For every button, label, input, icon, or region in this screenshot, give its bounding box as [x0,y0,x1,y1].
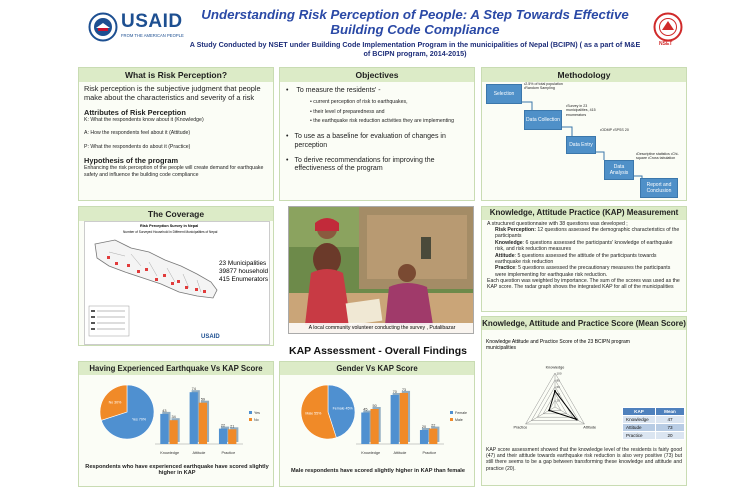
table-row [623,432,685,440]
method-note-selection: •2.5% of total population •Random Sampling [524,82,563,91]
survey-photo-image [289,207,474,334]
objective-item-1: • To measure the residents' - [286,87,381,94]
radar-tick-label: 20 [556,398,560,403]
bar-value-label: 21 [230,424,235,429]
overall-findings-title: KAP Assessment - Overall Findings [289,345,467,357]
legend-swatch [450,418,453,421]
earthquake-kap-caption: Respondents who have experienced earthquake have scored slightly higher in KAP [85,464,269,476]
nepal-map-icon [85,222,269,344]
bar-value-label: 43 [162,408,167,413]
radar-point [548,409,550,411]
kap-table-cell: 73 [656,424,685,432]
legend-label: Male [455,418,463,422]
bar [429,429,437,444]
methodology-panel [481,67,687,201]
method-note-collection: •Survey in 23 municipalities, 415 enumerators [566,104,596,117]
objective-item-3: • To derive recommendations for improving the effectiveness of the program [280,151,474,175]
radar-axis-label: Practice [513,425,528,430]
table-row [623,416,685,424]
table-row [623,424,685,432]
earthquake-kap-heading: Having Experienced Earthquake Vs KAP Score [79,362,273,375]
bar-category-label: Attitude [192,451,206,455]
bar [160,414,168,444]
bar-category-label: Practice [221,451,236,455]
risk-perception-definition: Risk perception is the subjective judgment that people make about the characteristics and severity of a risk [84,84,261,103]
gender-pie-chart [298,382,358,442]
usaid-logo [88,10,184,44]
objective-item-3-text: To derive recommendations for improving the effectiveness of the program [294,156,435,173]
coverage-heading: The Coverage [79,207,273,221]
gender-kap-heading: Gender Vs KAP Score [280,362,474,375]
bar [370,409,378,444]
kap-table-cell: 47 [656,416,685,424]
bar [169,420,177,444]
radar-axis [526,407,555,424]
objectives-panel [279,67,475,201]
survey-photo [288,206,474,334]
method-step-selection: Selection [486,84,522,104]
methodology-heading: Methodology [482,68,686,82]
kap-measurement-body [482,220,686,292]
radar-point [554,390,556,392]
pie-slice-label: Yes 70% [131,417,147,422]
kap-score-conclusion: KAP score assessment showed that the knowledge level of the residents is fairly good (47) and their attitude towards earthquake risk reduction is also very positive (73) but still there seems to be a gap between transforming these knowledge and attitude and practice (20). [486,447,682,472]
nset-logo [650,12,686,48]
kap-table-header-kap: KAP [623,408,656,416]
coverage-panel [78,206,274,346]
kap-measurement-panel [481,206,687,312]
gender-kap-caption: Male respondents have scored slightly higher in KAP than female [291,468,465,474]
kap-knowledge-label: Knowledge [495,239,523,246]
method-step-data-collection: Data Collection [524,110,562,130]
bar-value-label: 73 [401,387,407,392]
objective-sub-2: • their level of preparedness and [310,108,385,115]
kap-score-panel [481,316,687,486]
objective-sub-3: • the earthquake risk reduction activities they are implementing [310,118,454,125]
kap-table-cell: Attitude [623,424,656,432]
objective-sub-3-text: the earthquake risk reduction activities they are implementing [313,118,454,125]
legend-swatch [249,418,252,421]
kap-practice-text: : 5 questions assessed the precautionary measures the participants were implementing for earthquake risk reduction. [495,265,671,278]
radar-axis [555,407,584,424]
earthquake-kap-panel [78,361,274,487]
nset-logo-text: NSET [659,41,673,47]
kap-table-header-mean: Mean [656,408,685,416]
bar [420,430,428,444]
kap-knowledge [487,240,681,253]
poster-title: Understanding Risk Perception of People: A Step Towards Effective Building Code Compliance [201,7,629,38]
method-step-data-entry: Data Entry [566,136,596,154]
kap-closing: Each question was weighted by importance. The sum of the scores was used as the KAP score. The radar graph shows the integrated KAP for all of the municipalities [487,277,680,291]
kap-risk-text: 12 questions assessed the demographic characteristics of the participants [495,227,680,240]
pie-slice-label: No 30% [108,400,122,405]
kap-radar-chart [490,355,620,445]
radar-tick-label: 100 [556,371,562,376]
coverage-households: 39877 household [219,268,269,275]
objective-item-2: • To use as a baseline for evaluation of changes in perception [280,125,474,151]
bar-category-label: Knowledge [160,451,180,455]
kap-table-cell: Knowledge [623,416,656,424]
bar-value-label: 50 [372,404,377,408]
kap-attitude-label: Attitude [495,252,515,259]
kap-table-cell: 20 [656,432,685,440]
objective-sub-2-text: their level of preparedness and [313,108,385,115]
method-note-analysis: •Descriptive statistics •Chi-square •Cross tabulation [636,152,679,161]
legend-swatch [450,411,453,414]
kap-risk-label: Risk Perception: [495,227,536,234]
poster-subtitle: A Study Conducted by NSET under Building Code Implementation Program in the municipalities of Nepal (BCIPN) ( as a part of M&E of BCIPN program, 2014-2015) [189,40,641,59]
coverage-municipalities: 23 Municipalities [219,260,267,267]
method-step-report: Report and Conclusion [640,178,678,198]
earthquake-bar-chart [149,382,273,458]
pie-slice-label: Male 55% [305,411,322,416]
attribute-practice: P: What the respondents do about it (Practice) [84,144,191,150]
pie-slice-label: Female 45% [332,406,353,411]
map-title: Risk Perception Survey in Nepal [140,224,199,228]
bar-category-label: Knowledge [361,451,381,455]
bar [391,395,399,444]
kap-measurement-heading: Knowledge, Attitude Practice (KAP) Measurement [482,207,686,220]
legend-label: Female [455,411,467,415]
kap-knowledge-text: : 6 questions assessed the participants' knowledge of earthquake risk, and risk reduction measures [495,239,673,253]
bar-value-label: 22 [431,423,436,428]
kap-attitude [487,253,681,266]
coverage-usaid-mark: USAID [201,334,220,340]
bar-value-label: 45 [363,407,368,412]
bar-value-label: 74 [191,387,196,392]
bar [190,392,198,444]
radar-tick-label: 40 [556,391,560,396]
gender-kap-panel [279,361,475,487]
usaid-tagline: FROM THE AMERICAN PEOPLE [121,33,184,38]
bar [400,393,408,444]
hypothesis-heading: Hypothesis of the program [84,155,179,165]
radar-chart-title: Knowledge Attitude and Practice Score of the 23 BCIPN program municipalities [486,339,630,351]
hypothesis-text: Enhancing the risk perception of the people will create demand for earthquake safety and influence the building code compliance [84,164,264,178]
gender-bar-chart [350,382,474,458]
kap-practice-label: Practice [495,265,516,272]
method-step-data-analysis: Data Analysis [604,160,634,180]
bar [199,403,207,444]
objective-sub-1: • current perception of risk to earthquakes, [310,98,408,105]
radar-axis-label: Attitude [583,425,597,430]
radar-point [575,418,577,420]
bar [219,429,227,444]
bar-category-label: Attitude [393,451,407,455]
risk-perception-panel [78,67,274,201]
legend-label: Yes [254,411,260,415]
usaid-seal-icon [88,12,118,42]
nset-seal-icon [653,12,683,42]
objective-item-1-text: To measure the residents' - [296,87,381,94]
earthquake-pie-chart [97,382,157,442]
bar-value-label: 20 [421,425,427,429]
legend-swatch [249,411,252,414]
radar-axis-label: Knowledge [545,365,565,370]
risk-perception-heading: What is Risk Perception? [79,68,273,82]
kap-risk [487,227,681,240]
attributes-heading: Attributes of Risk Perception [84,107,186,117]
kap-intro: A structured questionnaire with 38 questions was developed ; [487,220,628,227]
radar-tick-label: 60 [556,385,560,390]
kap-score-table [622,407,685,440]
bar-value-label: 22 [220,423,226,428]
photo-caption: A local community volunteer conducting the survey , Putalibazar [289,323,474,333]
bar-value-label: 70 [392,390,397,394]
bar [361,413,369,445]
objective-sub-1-text: current perception of risk to earthquakes, [313,98,408,105]
kap-practice [487,265,681,278]
bar-value-label: 59 [200,397,206,402]
bar-category-label: Practice [422,451,437,455]
kap-table-cell: Practice [623,432,656,440]
objectives-heading: Objectives [280,68,474,82]
attribute-attitude: A: How the respondents feel about it (Attitude) [84,130,191,137]
kap-score-heading: Knowledge, Attitude and Practice Score (Mean Score) [482,317,686,330]
legend-label: No [254,418,259,422]
coverage-map [84,221,270,345]
method-note-entry: •ODMP •SPSS 20 [600,128,629,132]
map-subtitle: Number of Surveyed Household in Different Municipalities of Nepal [123,230,218,234]
kap-attitude-text: : 5 questions assessed the attitude of the participants towards earthquake risk reduction [495,252,657,265]
usaid-logo-text: USAID [121,11,183,32]
coverage-enumerators: 415 Enumerators [219,276,269,283]
radar-series [549,391,576,419]
attribute-knowledge: K: What the respondents know about it (Knowledge) [84,116,204,123]
bar [228,429,236,444]
bar-value-label: 34 [171,415,176,420]
kap-table-header [623,408,685,416]
objective-item-2-text: To use as a baseline for evaluation of changes in perception [294,133,446,149]
radar-tick-label: 80 [556,378,560,383]
